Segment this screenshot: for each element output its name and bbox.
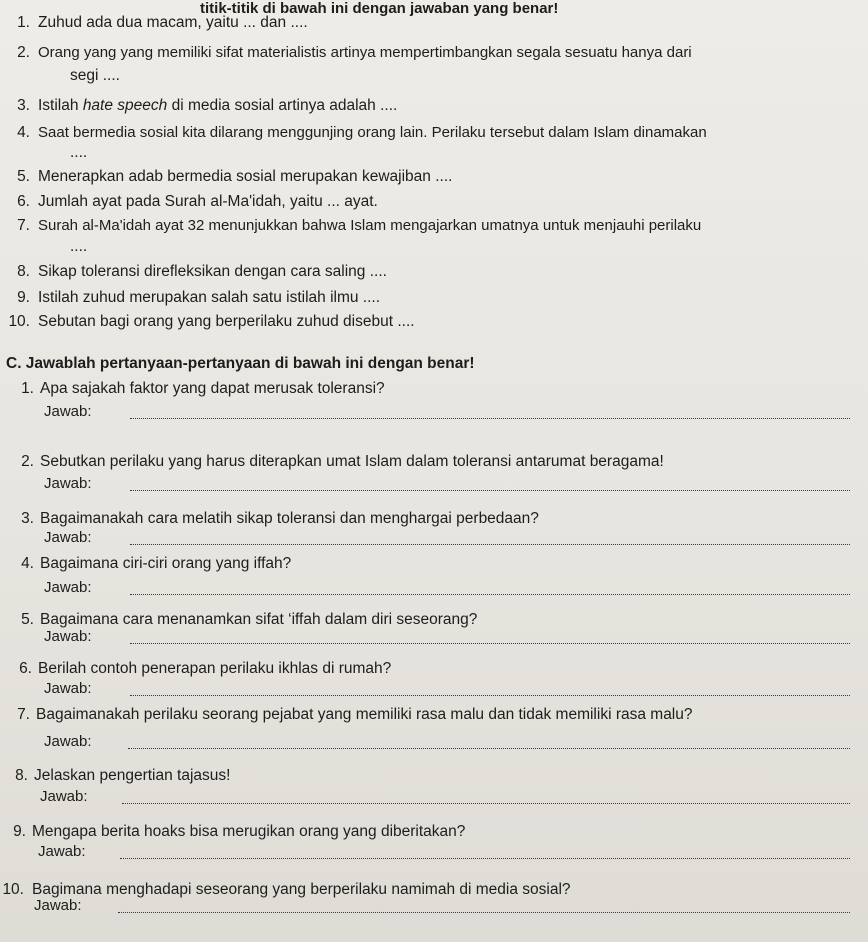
- answer-line[interactable]: [130, 490, 850, 491]
- section-b-instruction: titik-titik di bawah ini dengan jawaban yang benar!: [200, 0, 559, 17]
- item-text: Istilah hate speech di media sosial artinya adalah ....: [38, 97, 398, 114]
- answer-line[interactable]: [130, 594, 850, 595]
- answer-label: Jawab:: [44, 475, 92, 492]
- question-text: Bagaimana cara menanamkan sifat ‘iffah dalam diri seseorang?: [40, 611, 478, 628]
- question-number: 6.: [19, 660, 32, 677]
- question-text: Bagimana menghadapi seseorang yang berperilaku namimah di media sosial?: [32, 881, 571, 898]
- item-text: Saat bermedia sosial kita dilarang menggunjing orang lain. Perilaku tersebut dalam Islam dinamakan: [38, 124, 707, 141]
- item-text: Sebutan bagi orang yang berperilaku zuhud disebut ....: [38, 313, 415, 330]
- section-b-item-2-continuation: segi ....: [70, 67, 120, 84]
- answer-line[interactable]: [130, 544, 850, 545]
- answer-label: Jawab:: [44, 529, 92, 546]
- item-number: 1.: [17, 14, 30, 31]
- answer-line[interactable]: [118, 912, 850, 913]
- answer-line[interactable]: [122, 803, 850, 804]
- question-number: 9.: [13, 823, 26, 840]
- question-number: 8.: [15, 767, 28, 784]
- question-text: Bagaimana ciri-ciri orang yang iffah?: [40, 555, 292, 572]
- item-number: 4.: [17, 124, 30, 141]
- question-text: Sebutkan perilaku yang harus diterapkan umat Islam dalam toleransi antarumat beragama!: [40, 453, 664, 470]
- answer-label: Jawab:: [44, 680, 92, 697]
- question-text: Apa sajakah faktor yang dapat merusak toleransi?: [40, 380, 385, 397]
- item-text: Orang yang yang memiliki sifat materialistis artinya mempertimbangkan segala sesuatu hanya dari: [38, 44, 692, 61]
- question-number: 2.: [21, 453, 34, 470]
- answer-label: Jawab:: [44, 579, 92, 596]
- question-number: 7.: [17, 706, 30, 723]
- answer-line[interactable]: [128, 748, 850, 749]
- answer-line[interactable]: [120, 858, 850, 859]
- answer-label: Jawab:: [44, 403, 92, 420]
- item-text: Sikap toleransi direfleksikan dengan cara saling ....: [38, 263, 387, 280]
- item-number: 2.: [17, 44, 30, 61]
- question-number: 10.: [2, 881, 24, 898]
- question-text: Bagaimanakah cara melatih sikap toleransi dan menghargai perbedaan?: [40, 510, 539, 527]
- question-text: Berilah contoh penerapan perilaku ikhlas di rumah?: [38, 660, 392, 677]
- answer-line[interactable]: [130, 418, 850, 419]
- section-b-item-4-continuation: ....: [70, 144, 88, 161]
- item-number: 5.: [17, 168, 30, 185]
- item-number: 10.: [8, 313, 30, 330]
- section-b-item-7-continuation: ....: [70, 238, 88, 255]
- item-number: 7.: [17, 217, 30, 234]
- item-number: 3.: [17, 97, 30, 114]
- question-number: 1.: [21, 380, 34, 397]
- question-text: Jelaskan pengertian tajasus!: [34, 767, 231, 784]
- answer-line[interactable]: [130, 643, 850, 644]
- item-number: 8.: [17, 263, 30, 280]
- question-text: Mengapa berita hoaks bisa merugikan orang yang diberitakan?: [32, 823, 466, 840]
- answer-line[interactable]: [130, 695, 850, 696]
- section-c-title: C. Jawablah pertanyaan-pertanyaan di bawah ini dengan benar!: [6, 355, 475, 372]
- item-text: Menerapkan adab bermedia sosial merupakan kewajiban ....: [38, 168, 453, 185]
- item-text: Istilah zuhud merupakan salah satu istilah ilmu ....: [38, 289, 381, 306]
- item-text: Zuhud ada dua macam, yaitu ... dan ....: [38, 14, 308, 31]
- question-number: 4.: [21, 555, 34, 572]
- answer-label: Jawab:: [34, 897, 82, 914]
- answer-label: Jawab:: [44, 628, 92, 645]
- item-number: 6.: [17, 193, 30, 210]
- answer-label: Jawab:: [38, 843, 86, 860]
- question-text: Bagaimanakah perilaku seorang pejabat yang memiliki rasa malu dan tidak memiliki rasa malu?: [36, 706, 693, 723]
- item-text: Jumlah ayat pada Surah al-Ma'idah, yaitu ... ayat.: [38, 193, 378, 210]
- answer-label: Jawab:: [44, 733, 92, 750]
- item-text: Surah al-Ma'idah ayat 32 menunjukkan bahwa Islam mengajarkan umatnya untuk menjauhi perilaku: [38, 217, 702, 234]
- question-number: 5.: [21, 611, 34, 628]
- question-number: 3.: [21, 510, 34, 527]
- answer-label: Jawab:: [40, 788, 88, 805]
- item-number: 9.: [17, 289, 30, 306]
